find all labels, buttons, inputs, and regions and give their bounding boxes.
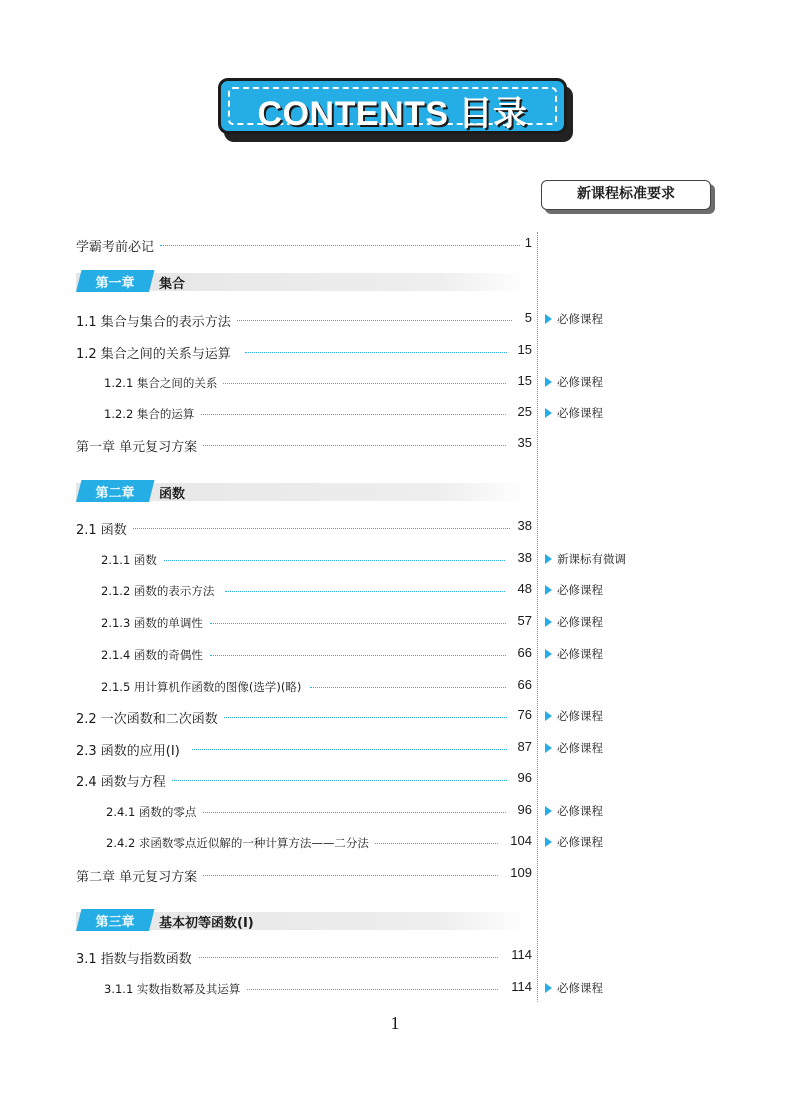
toc-label: 2.1.5 用计算机作函数的图像(选学)(略) [101,679,307,695]
toc-page: 15 [514,342,532,357]
toc-row[interactable] [0,341,790,363]
requirement-tag: 必修课程 [545,803,603,819]
toc-page: 114 [507,947,532,962]
toc-label: 1.1 集合与集合的表示方法 [76,311,237,330]
page-number: 1 [390,1013,400,1033]
toc-page: 5 [521,310,532,325]
toc-label: 2.1.2 函数的表示方法 [101,583,220,599]
toc-row[interactable] [0,769,790,791]
requirement-tag: 必修课程 [545,582,603,598]
arrow-icon [545,806,552,816]
leader-dots [212,320,512,321]
chapter-number: 第一章 [95,276,135,291]
leader-dots [215,717,507,718]
requirement-tag: 必修课程 [545,708,603,724]
toc-label: 2.3 函数的应用(Ⅰ) [76,740,186,759]
chapter-number: 第三章 [95,915,135,930]
toc-page: 66 [514,645,532,660]
requirement-tag: 必修课程 [545,311,603,327]
toc-label: 学霸考前必记 [76,236,160,255]
leader-dots [212,383,506,384]
arrow-icon [545,743,552,753]
requirement-tag: 必修课程 [545,980,603,996]
toc-label: 2.1.3 函数的单调性 [101,615,209,631]
arrow-icon [545,408,552,418]
chapter-title: 函数 [159,487,186,502]
requirement-tag: 必修课程 [545,405,603,421]
toc-page: 15 [514,373,532,388]
toc-row[interactable] [0,372,790,394]
toc-page: 1 [521,235,532,250]
leader-dots [210,623,506,624]
toc-row[interactable] [0,434,790,456]
requirements-header: 新课程标准要求 [541,180,711,210]
arrow-icon [545,314,552,324]
leader-dots [192,957,498,958]
toc-page: 87 [514,739,532,754]
toc-row[interactable] [0,517,790,539]
arrow-icon [545,983,552,993]
leader-dots [170,780,507,781]
toc-row[interactable] [0,706,790,728]
leader-dots [155,560,505,561]
requirement-tag: 必修课程 [545,374,603,390]
toc-page: 104 [506,833,532,848]
leader-dots [200,875,498,876]
toc-page: 96 [514,802,532,817]
leader-dots [245,352,507,353]
leader-dots [226,989,498,990]
arrow-icon [545,711,552,721]
toc-page: 66 [514,677,532,692]
chapter-heading [76,270,528,292]
requirement-tag: 必修课程 [545,834,603,850]
toc-label: 2.2 一次函数和二次函数 [76,708,224,727]
toc-label: 2.4.2 求函数零点近似解的一种计算方法——二分法 [106,835,375,851]
toc-row[interactable] [0,676,790,698]
chapter-heading [76,480,528,502]
chapter-title: 集合 [159,277,186,292]
toc-label: 2.1.1 函数 [101,552,163,568]
toc-row[interactable] [0,234,790,256]
toc-row[interactable] [0,644,790,666]
toc-row[interactable] [0,832,790,854]
toc-label: 1.2.1 集合之间的关系 [104,375,223,391]
toc-row[interactable] [0,403,790,425]
toc-row[interactable] [0,946,790,968]
arrow-icon [545,649,552,659]
requirement-tag: 必修课程 [545,646,603,662]
leader-dots [196,414,506,415]
toc-row[interactable] [0,309,790,331]
requirement-tag: 必修课程 [545,740,603,756]
toc-page: 38 [514,550,532,565]
toc-page: 48 [514,581,532,596]
toc-row[interactable] [0,549,790,571]
toc-row[interactable] [0,580,790,602]
toc-row[interactable] [0,801,790,823]
toc-label: 第二章 单元复习方案 [76,866,203,885]
toc-row[interactable] [0,738,790,760]
arrow-icon [545,585,552,595]
toc-row[interactable] [0,978,790,1000]
leader-dots [192,749,507,750]
leader-dots [196,812,506,813]
toc-label: 3.1.1 实数指数幂及其运算 [104,981,246,997]
toc-page: 114 [507,979,532,994]
requirement-tag: 新课标有微调 [545,551,626,567]
toc-page: 57 [514,613,532,628]
leader-dots [200,445,506,446]
toc-page: 38 [514,518,532,533]
banner-title: CONTENTS 目录 [257,95,528,133]
toc-label: 第一章 单元复习方案 [76,436,203,455]
chapter-title: 基本初等函数(Ⅰ) [159,916,254,931]
toc-page: 109 [506,865,532,880]
arrow-icon [545,554,552,564]
chapter-heading [76,909,528,931]
leader-dots [130,528,510,529]
toc-label: 1.2.2 集合的运算 [104,406,200,422]
toc-label: 2.1.4 函数的奇偶性 [101,647,209,663]
toc-page: 76 [514,707,532,722]
toc-page: 25 [514,404,532,419]
leader-dots [160,245,528,246]
toc-row[interactable] [0,864,790,886]
leader-dots [310,687,506,688]
toc-page: 96 [514,770,532,785]
leader-dots [210,655,506,656]
chapter-number: 第二章 [95,486,135,501]
arrow-icon [545,377,552,387]
requirement-tag: 必修课程 [545,614,603,630]
toc-page: 35 [514,435,532,450]
leader-dots [225,591,505,592]
arrow-icon [545,617,552,627]
arrow-icon [545,837,552,847]
contents-banner [218,78,567,134]
toc-label: 2.1 函数 [76,519,133,538]
toc-row[interactable] [0,612,790,634]
toc-label: 1.2 集合之间的关系与运算 [76,343,237,362]
toc-label: 2.4 函数与方程 [76,771,172,790]
toc-label: 2.4.1 函数的零点 [106,804,202,820]
toc-label: 3.1 指数与指数函数 [76,948,198,967]
